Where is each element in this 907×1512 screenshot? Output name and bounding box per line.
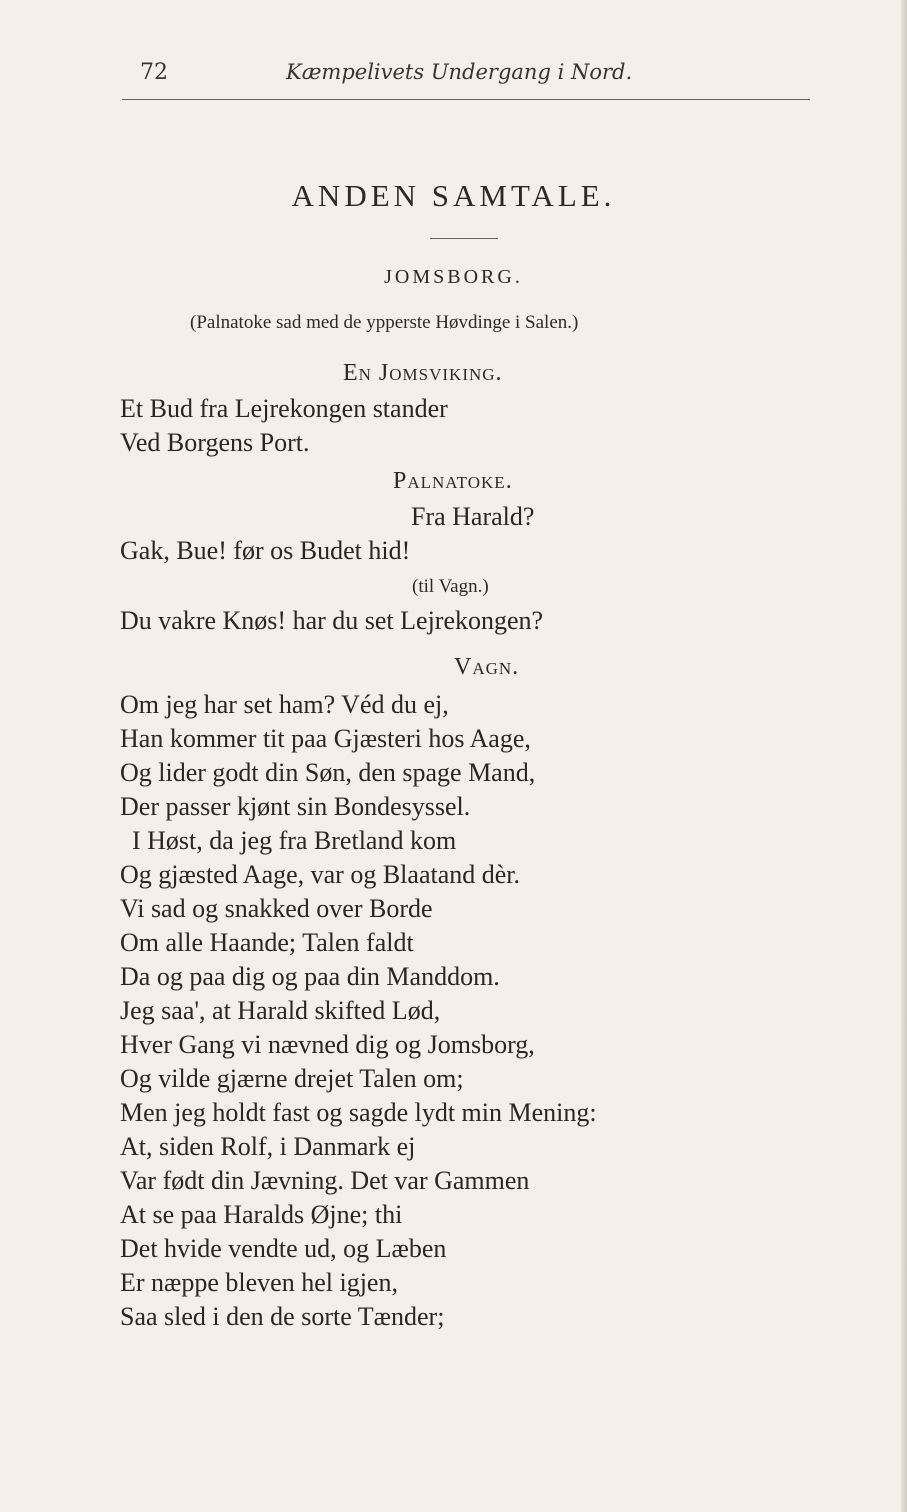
- verse-line: Da og paa dig og paa din Manddom.: [120, 962, 500, 991]
- title-rule: [430, 238, 498, 239]
- verse-line: Det hvide vendte ud, og Læben: [120, 1234, 447, 1263]
- verse-line: Er næppe bleven hel igjen,: [120, 1268, 398, 1297]
- verse-line: Gak, Bue! før os Budet hid!: [120, 536, 411, 565]
- section-title: ANDEN SAMTALE.: [291, 178, 616, 213]
- verse-line: Saa sled i den de sorte Tænder;: [120, 1302, 445, 1331]
- speaker-palnatoke: Palnatoke.: [393, 468, 513, 494]
- verse-line: Fra Harald?: [411, 502, 535, 531]
- verse-line: Et Bud fra Lejrekongen stander: [120, 394, 448, 423]
- page-header: [140, 60, 700, 90]
- page-number: 72: [140, 60, 168, 85]
- verse-line: Om jeg har set ham? Véd du ej,: [120, 690, 449, 719]
- verse-line: Om alle Haande; Talen faldt: [120, 928, 414, 957]
- header-rule: [122, 99, 810, 100]
- verse-line: Var født din Jævning. Det var Gammen: [120, 1166, 530, 1195]
- verse-line: At, siden Rolf, i Danmark ej: [120, 1132, 416, 1161]
- verse-line: Der passer kjønt sin Bondesyssel.: [120, 792, 471, 821]
- stage-direction: (Palnatoke sad med de ypperste Høvdinge i Salen.): [190, 312, 579, 333]
- verse-line: Ved Borgens Port.: [120, 428, 310, 457]
- verse-line: Han kommer tit paa Gjæsteri hos Aage,: [120, 724, 531, 753]
- verse-line: Men jeg holdt fast og sagde lydt min Mening:: [120, 1098, 597, 1127]
- verse-line: Og lider godt din Søn, den spage Mand,: [120, 758, 536, 787]
- verse-line: Og vilde gjærne drejet Talen om;: [120, 1064, 464, 1093]
- verse-line: I Høst, da jeg fra Bretland kom: [132, 826, 457, 855]
- verse-line: Du vakre Knøs! har du set Lejrekongen?: [120, 606, 544, 635]
- verse-line: Og gjæsted Aage, var og Blaatand dèr.: [120, 860, 521, 889]
- aside-direction: (til Vagn.): [412, 576, 489, 597]
- speaker-vagn: Vagn.: [454, 654, 520, 680]
- place-heading: JOMSBORG.: [384, 266, 523, 288]
- verse-line: Jeg saa', at Harald skifted Lød,: [120, 996, 441, 1025]
- page-edge: [901, 0, 907, 1512]
- verse-line: Vi sad og snakked over Borde: [120, 894, 433, 923]
- speaker-jomsviking: En Jomsviking.: [343, 360, 503, 386]
- running-title: Kæmpelivets Undergang i Nord.: [286, 60, 633, 84]
- verse-line: At se paa Haralds Øjne; thi: [120, 1200, 403, 1229]
- verse-line: Hver Gang vi nævned dig og Jomsborg,: [120, 1030, 535, 1059]
